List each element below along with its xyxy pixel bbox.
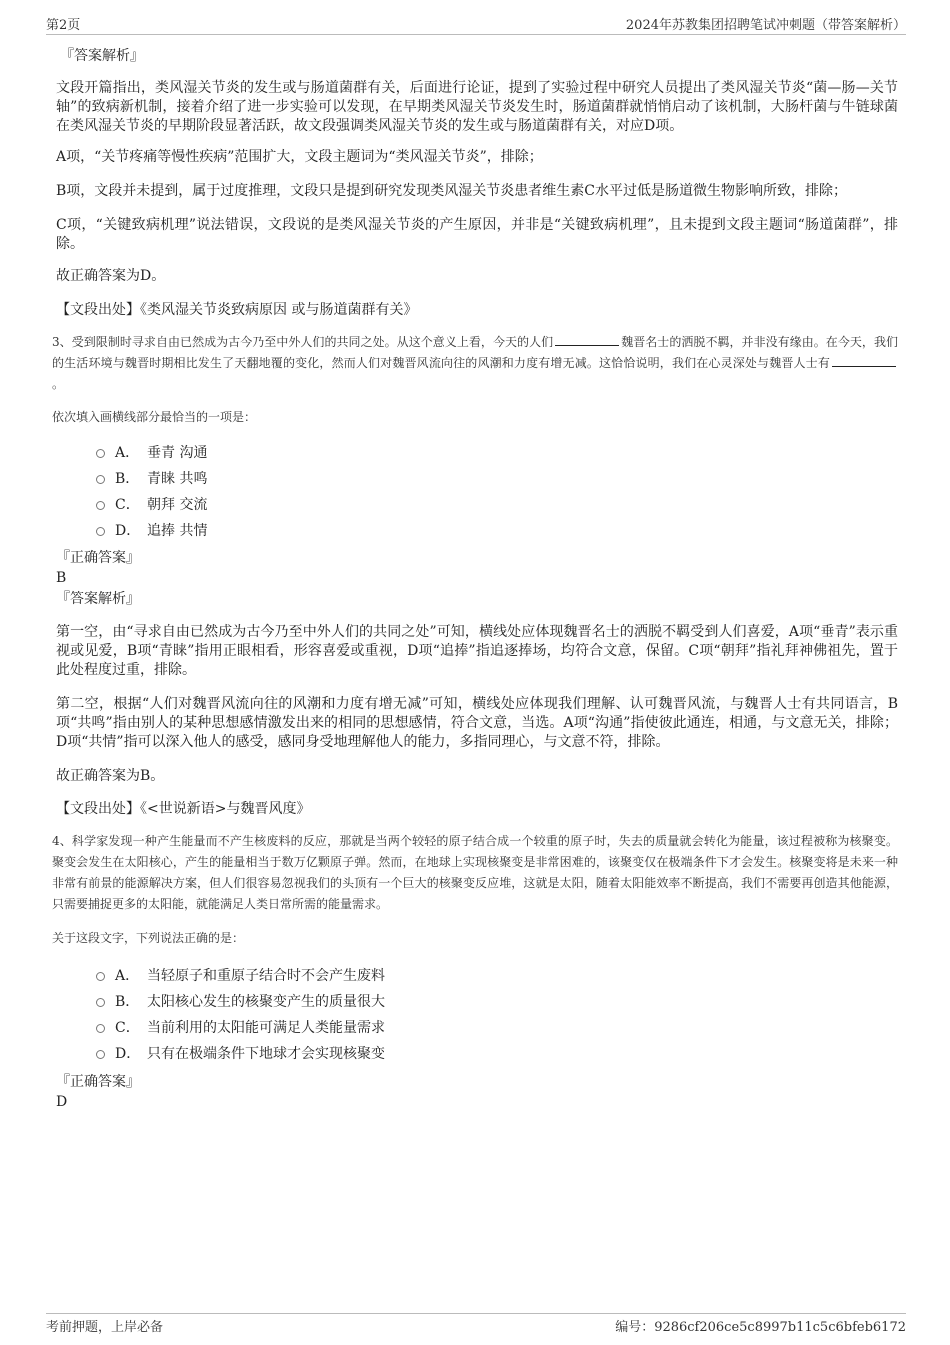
- q2-source: 【文段出处】《类风湿关节炎致病原因 或与肠道菌群有关》: [56, 302, 418, 318]
- q3-option-d[interactable]: [96, 518, 898, 544]
- radio-button[interactable]: [96, 527, 105, 536]
- page-header: [46, 10, 906, 35]
- q4-option-a[interactable]: [96, 963, 898, 989]
- q4-answer-tag: 『正确答案』: [56, 1074, 140, 1090]
- q3-stem-part-3: 。: [52, 377, 65, 391]
- q3-stem: [52, 332, 898, 395]
- option-text: 青睐 共鸣: [147, 471, 208, 487]
- q3-analysis-tag: 『答案解析』: [56, 591, 140, 607]
- q2-conclusion: 故正确答案为D。: [56, 268, 166, 284]
- document-title: 2024年苏教集团招聘笔试冲刺题（带答案解析）: [625, 18, 906, 33]
- q2-analysis-option-c: C项，“关键致病机理”说法错误，文段说的是类风湿关节炎的产生原因，并非是“关键致病机理”，且未提到文段主题词“肠道菌群”，排除。: [56, 217, 898, 252]
- q3-option-b[interactable]: [96, 466, 898, 492]
- page-number: 第2页: [46, 18, 81, 33]
- q3-stem-part-2: 魏晋名士的洒脱不羁，并非没有缘由。在今天，我们的生活环境与魏晋时期相比发生了天翻地覆的变化，然而人们对魏晋风流向往的风潮和力度有增无减。这恰恰说明，我们在心灵深处与魏晋人士有: [52, 335, 898, 370]
- radio-button[interactable]: [96, 501, 105, 510]
- radio-button[interactable]: [96, 972, 105, 981]
- option-letter: A．: [115, 445, 140, 461]
- q3-instruction: 依次填入画横线部分最恰当的一项是：: [52, 410, 257, 424]
- q4-stem: 4、科学家发现一种产生能量而不产生核废料的反应，那就是当两个较轻的原子结合成一个较重的原子时，失去的质量就会转化为能量，该过程被称为核聚变。聚变会发生在太阳核心，产生的能量相当于数万亿颗原子弹。然而，在地球上实现核聚变是非常困难的，该聚变仅在极端条件下才会发生。核聚变将是未来一种非常有前景的能源解决方案，但人们很容易忽视我们的头顶有一个巨大的核聚变反应堆，这就是太阳，随着太阳能效率不断提高，我们不需要再创造其他能源，只需要捕捉更多的太阳能，就能满足人类日常所需的能量需求。: [52, 834, 898, 911]
- radio-button[interactable]: [96, 475, 105, 484]
- q3-conclusion: 故正确答案为B。: [56, 768, 165, 784]
- option-text: 追捧 共情: [147, 523, 208, 539]
- q2-analysis-option-b: B项，文段并未提到，属于过度推理，文段只是提到研究发现类风湿关节炎患者维生素C水平过低是肠道微生物影响所致，排除；: [56, 183, 847, 199]
- q4-instruction: 关于这段文字，下列说法正确的是：: [52, 931, 245, 945]
- option-text: 当轻原子和重原子结合时不会产生废料: [147, 968, 385, 984]
- radio-button[interactable]: [96, 449, 105, 458]
- document-id: 编号：9286cf206ce5c8997b11c5c6bfeb6172: [615, 1320, 906, 1335]
- radio-button[interactable]: [96, 1050, 105, 1059]
- option-letter: D．: [115, 1046, 141, 1062]
- q3-analysis-paragraph-2: 第二空，根据“人们对魏晋风流向往的风潮和力度有增无减”可知，横线处应体现我们理解、认可魏晋风流，与魏晋人士有共同语言，B项“共鸣”指由别人的某种思想感情激发出来的相同的思想感情，符合文意，当选。A项“沟通”指使彼此通连，相通，与文意无关，排除；D项“共情”指可以深入他人的感受，感同身受地理解他人的能力，多指同理心，与文意不符，排除。: [56, 696, 898, 750]
- option-text: 垂青 沟通: [147, 445, 208, 461]
- q4-answer: D: [56, 1094, 68, 1110]
- option-text: 只有在极端条件下地球才会实现核聚变: [147, 1046, 385, 1062]
- radio-button[interactable]: [96, 1024, 105, 1033]
- option-letter: C．: [115, 497, 140, 513]
- q4-option-c[interactable]: [96, 1015, 898, 1041]
- q3-analysis-paragraph-1: 第一空，由“寻求自由已然成为古今乃至中外人们的共同之处”可知，横线处应体现魏晋名士的洒脱不羁受到人们喜爱，A项“垂青”表示重视或见爱，B项“青睐”指用正眼相看，形容喜爱或重视，D项“追捧”指追逐捧场，均符合文意，保留。C项“朝拜”指礼拜神佛祖先，置于此处程度过重，排除。: [56, 624, 898, 678]
- option-text: 太阳核心发生的核聚变产生的质量很大: [147, 994, 385, 1010]
- q4-options: [96, 963, 898, 1067]
- option-letter: C．: [115, 1020, 140, 1036]
- q3-option-a[interactable]: [96, 440, 898, 466]
- q3-options: [96, 440, 898, 544]
- radio-button[interactable]: [96, 998, 105, 1007]
- q2-analysis-option-a: A项，“关节疼痛等慢性疾病”范围扩大，文段主题词为“类风湿关节炎”，排除；: [56, 149, 543, 165]
- q4-option-d[interactable]: [96, 1041, 898, 1067]
- q2-analysis-tag: 『答案解析』: [60, 48, 144, 64]
- option-letter: D．: [115, 523, 141, 539]
- q3-blank-2: [832, 355, 896, 367]
- option-text: 当前利用的太阳能可满足人类能量需求: [147, 1020, 385, 1036]
- q4-option-b[interactable]: [96, 989, 898, 1015]
- page-content: [52, 46, 898, 1112]
- q3-option-c[interactable]: [96, 492, 898, 518]
- q3-source: 【文段出处】《<世说新语>与魏晋风度》: [56, 801, 311, 817]
- option-text: 朝拜 交流: [147, 497, 208, 513]
- footer-slogan: 考前押题，上岸必备: [46, 1320, 164, 1335]
- option-letter: B．: [115, 471, 140, 487]
- q3-answer: B: [56, 570, 67, 586]
- q3-answer-tag: 『正确答案』: [56, 550, 140, 566]
- option-letter: A．: [115, 968, 140, 984]
- q2-analysis-paragraph: 文段开篇指出，类风湿关节炎的发生或与肠道菌群有关，后面进行论证，提到了实验过程中研究人员提出了类风湿关节炎“菌—肠—关节轴”的致病新机制，接着介绍了进一步实验可以发现，在早期类风湿关节炎发生时，肠道菌群就悄悄启动了该机制，大肠杆菌与牛链球菌在类风湿关节炎的早期阶段显著活跃，故文段强调类风湿关节炎的发生或与肠道菌群有关，对应D项。: [56, 80, 898, 134]
- q3-stem-part-1: 3、受到限制时寻求自由已然成为古今乃至中外人们的共同之处。从这个意义上看，今天的人们: [52, 335, 554, 349]
- page-footer: [46, 1313, 906, 1335]
- q3-blank-1: [555, 334, 619, 346]
- option-letter: B．: [115, 994, 140, 1010]
